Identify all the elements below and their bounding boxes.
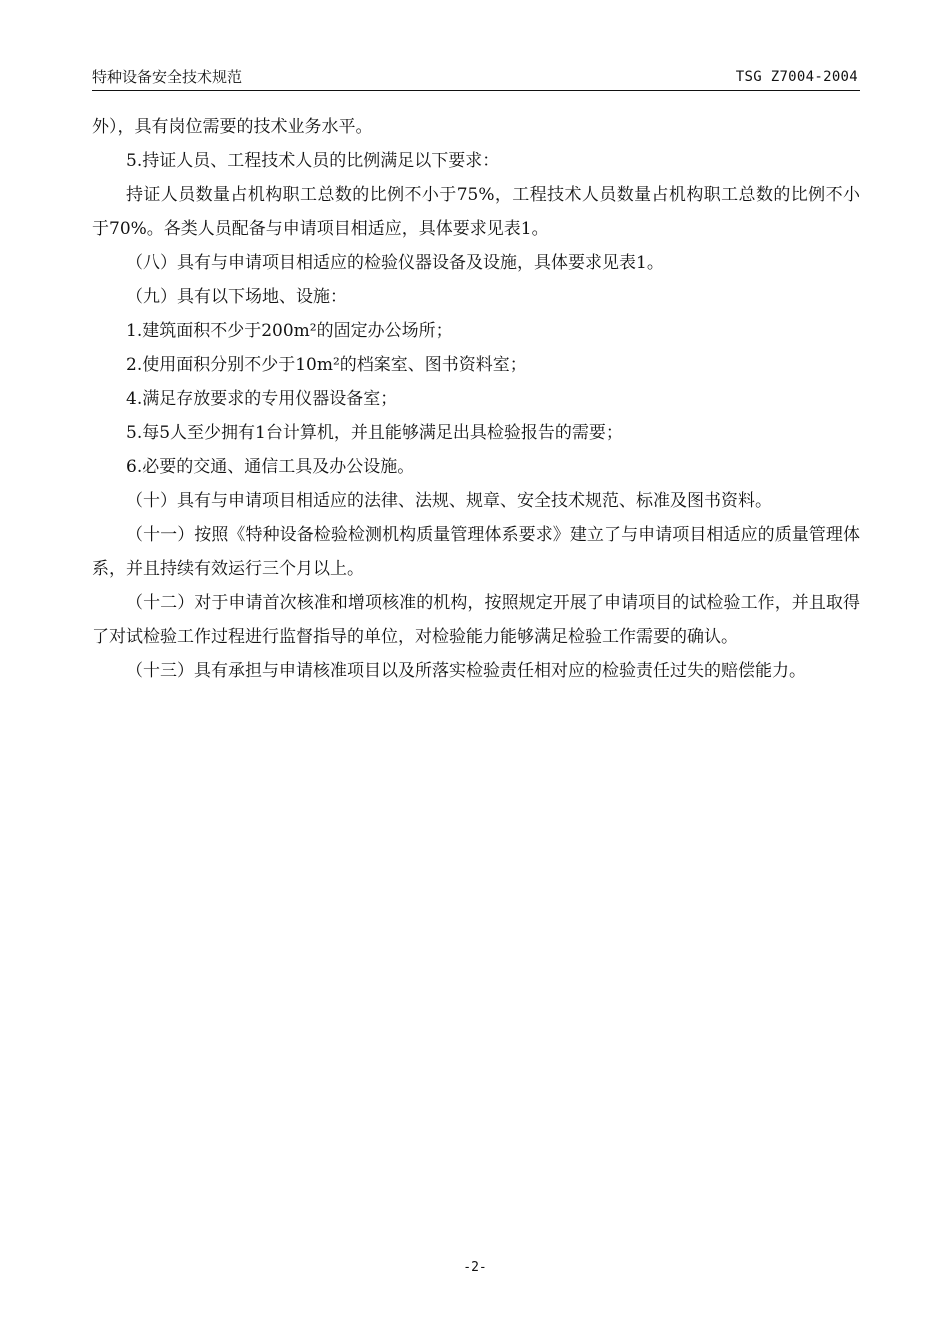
paragraph-item: 5.每5人至少拥有1台计算机，并且能够满足出具检验报告的需要； (126, 423, 623, 443)
paragraph: 持证人员数量占机构职工总数的比例不小于75%，工程技术人员数量占机构职工总数的比例不小于70%。各类人员配备与申请项目相适应，具体要求见表1。 (92, 185, 860, 239)
paragraph-item: 4.满足存放要求的专用仪器设备室； (126, 389, 398, 409)
page-header (92, 66, 860, 91)
paragraph-clause-13: （十三）具有承担与申请核准项目以及所落实检验责任相对应的检验责任过失的赔偿能力。 (126, 661, 806, 681)
paragraph-item: 6.必要的交通、通信工具及办公设施。 (126, 457, 415, 477)
paragraph-clause-9: （九）具有以下场地、设施： (126, 287, 347, 307)
page-number: -2- (463, 1260, 487, 1275)
paragraph-clause-12: （十二）对于申请首次核准和增项核准的机构，按照规定开展了申请项目的试检验工作，并且取得了对试检验工作过程进行监督指导的单位，对检验能力能够满足检验工作需要的确认。 (92, 593, 860, 647)
paragraph-item: 5.持证人员、工程技术人员的比例满足以下要求： (126, 151, 500, 171)
document-body (92, 110, 860, 688)
header-standard-code: TSG Z7004-2004 (735, 69, 858, 85)
paragraph-continuation: 外），具有岗位需要的技术业务水平。 (92, 117, 373, 137)
paragraph-item: 1.建筑面积不少于200m²的固定办公场所； (126, 321, 453, 341)
paragraph-clause-10: （十）具有与申请项目相适应的法律、法规、规章、安全技术规范、标准及图书资料。 (126, 491, 772, 511)
paragraph-item: 2.使用面积分别不少于10m²的档案室、图书资料室； (126, 355, 527, 375)
paragraph-clause-8: （八）具有与申请项目相适应的检验仪器设备及设施，具体要求见表1。 (126, 253, 664, 273)
header-title: 特种设备安全技术规范 (92, 68, 243, 86)
paragraph-clause-11: （十一）按照《特种设备检验检测机构质量管理体系要求》建立了与申请项目相适应的质量管理体系，并且持续有效运行三个月以上。 (92, 525, 860, 579)
